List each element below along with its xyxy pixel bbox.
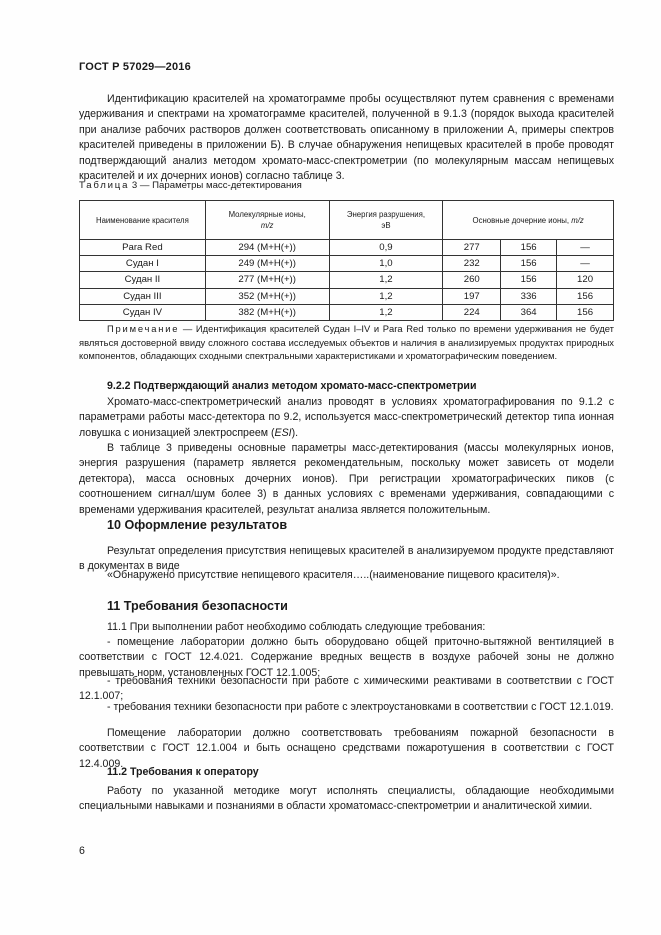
section-11-bullet-2: - требования техники безопасности при работе с химическими реактивами в соответствии с ГОСТ 12.1.007;: [79, 675, 614, 703]
intro-paragraph: [79, 92, 614, 184]
mass-detection-table: [79, 200, 614, 321]
table-row: Судан III 352 (M+H(+)) 1,2 197 336 156: [80, 288, 614, 304]
table-caption: [79, 179, 302, 192]
section-11-2-paragraph: Работу по указанной методике могут исполнять специалисты, обладающие необходимыми специальными навыками и познаниями в области хроматомасс-спектрометрии и аналитической химии.: [79, 785, 614, 813]
document-code: ГОСТ Р 57029—2016: [79, 61, 191, 73]
section-11-bullet-1: - помещение лаборатории должно быть оборудовано общей приточно-вытяжной вентиляцией в соответствии с ГОСТ 12.4.021. Содержание вредных веществ в воздухе рабочей зоны не должно превышать норм, установленных ГОСТ 12.1.005;: [79, 636, 614, 679]
table-header-row: [80, 201, 614, 240]
section-11-heading: 11 Требования безопасности: [107, 599, 288, 613]
table-note: [79, 322, 614, 363]
table-row: Судан IV 382 (M+H(+)) 1,2 224 364 156: [80, 304, 614, 320]
section-9-2-2-paragraph-2: В таблице 3 приведены основные параметры масс-детектирования (массы молекулярных ионов, энергия разрушения (параметр является рекомендательным, поскольку может зависеть от модели детектора), масса основных дочерних ионов). При регистрации хроматографических пиков (с соотношением сигнал/шум более 3) в данных условиях с временами удерживания, совпадающими с временами удерживания красителей, результат анализа является положительным.: [79, 442, 614, 516]
note-label: Примечание: [107, 323, 180, 334]
section-10-paragraph-2: «Обнаружено присутствие непищевого красителя…..(наименование пищевого красителя)».: [107, 569, 560, 581]
table-row: Para Red 294 (M+H(+)) 0,9 277 156 —: [80, 240, 614, 256]
table-row: Судан I 249 (M+H(+)) 1,0 232 156 —: [80, 256, 614, 272]
section-11-2-heading: 11.2 Требования к оператору: [107, 766, 259, 778]
table-row: Судан II 277 (M+H(+)) 1,2 260 156 120: [80, 272, 614, 288]
section-9-2-2-paragraph-1: Хромато-масс-спектрометрический анализ проводят в условиях хроматографирования по 9.1.2 с параметрами работы масс-детектора по 9.2, используется масс-спектрометрический детектор типа ионная ловушка с ионизацией электроспреем (ESI).: [79, 396, 614, 439]
intro-text: Идентификацию красителей на хроматограмме пробы осуществляют путем сравнения с временами удерживания и спектрами на хроматограмме красителей, полученной в 9.1.3 (порядок выхода красителей при анализе рабочих растворов должен соответствовать описанному в приложении А, примеры спектров красителей приведены в приложении Б). В случае обнаружения непищевых красителей в пробе проводят подтверждающий анализ методом хромато-масс-спектрометрии (по молекулярным массам непищевых красителей и их дочерних ионов) согласно таблице 3.: [79, 93, 614, 183]
section-11-bullet-3: - требования техники безопасности при работе с электроустановками в соответствии с ГОСТ 12.1.019.: [107, 701, 614, 713]
table-caption-number: 3: [131, 180, 138, 191]
section-9-2-2-heading: 9.2.2 Подтверждающий анализ методом хромато-масс-спектрометрии: [107, 380, 477, 392]
section-10-paragraph-1: Результат определения присутствия непищевых красителей в анализируемом продукте представляют в документах в виде: [79, 545, 614, 573]
header-energy: Энергия разрушения, эВ: [329, 201, 443, 240]
note-text: — Идентификация красителей Судан I–IV и Para Red только по времени удерживания не будет являться достоверной ввиду сложного состава исследуемых объектов и наличия в анализируемых продуктах природных компонентов, обладающих сходными спектральными характеристиками и хроматографическим поведением.: [79, 323, 614, 362]
header-molecular-ions: Молекулярные ионы, m/z: [205, 201, 329, 240]
header-daughter-ions: Основные дочерние ионы, m/z: [443, 201, 614, 240]
table-caption-text: — Параметры масс-детектирования: [139, 180, 302, 191]
section-11-paragraph-2: Помещение лаборатории должно соответствовать требованиям пожарной безопасности в соответствии с ГОСТ 12.1.004 и быть оснащено средствами пожаротушения в соответствии с ГОСТ 12.4.009.: [79, 727, 614, 770]
page-number: 6: [79, 845, 85, 857]
section-10-heading: 10 Оформление результатов: [107, 518, 288, 532]
header-dye-name: Наименование красителя: [80, 201, 206, 240]
table-caption-label: Таблица: [79, 180, 130, 191]
section-11-paragraph-1: 11.1 При выполнении работ необходимо соблюдать следующие требования:: [107, 621, 486, 633]
